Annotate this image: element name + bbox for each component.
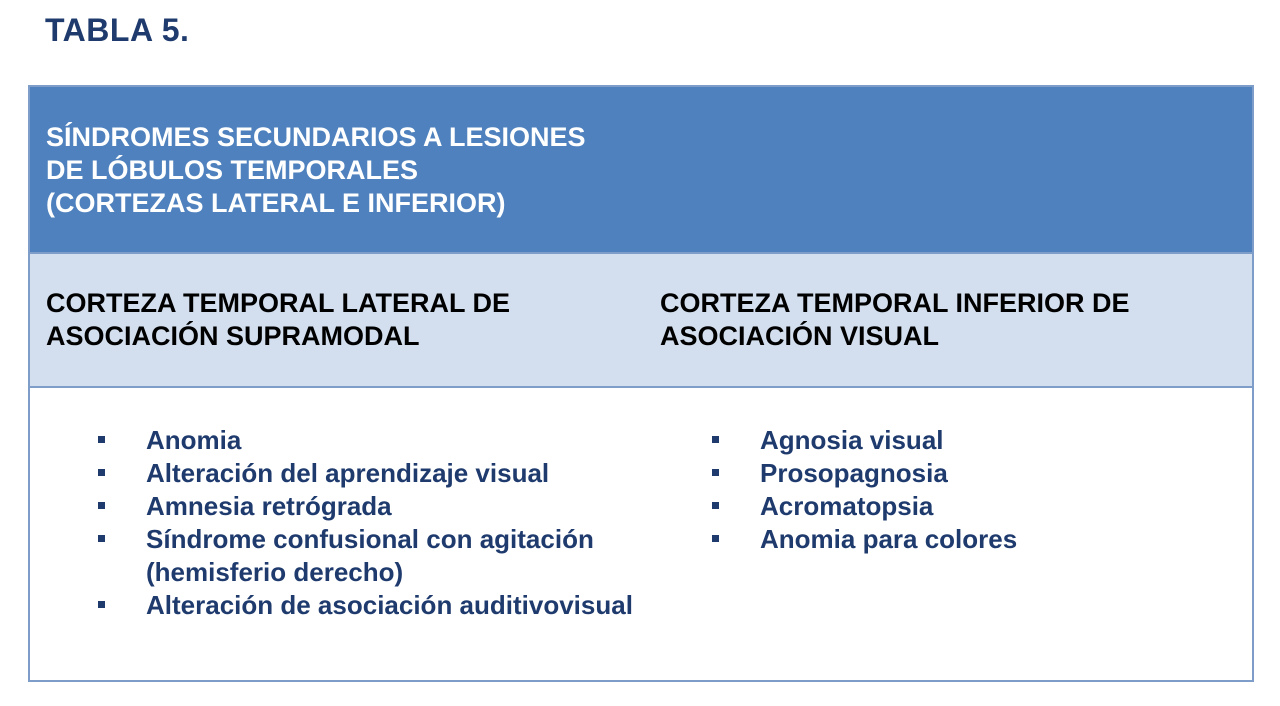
column-headings-row: [30, 254, 1252, 388]
inferior-cortex-heading: [660, 287, 1240, 353]
header-title-line-2: DE LÓBULOS TEMPORALES: [46, 155, 419, 185]
list-item: [712, 490, 1232, 523]
square-bullet-icon: [712, 436, 719, 443]
list-item-text: Agnosia visual: [760, 425, 944, 455]
inferior-heading-line-2: ASOCIACIÓN VISUAL: [660, 321, 940, 351]
list-item: [98, 589, 658, 622]
square-bullet-icon: [98, 535, 105, 542]
square-bullet-icon: [712, 535, 719, 542]
header-title-line-3: (CORTEZAS LATERAL E INFERIOR): [46, 188, 506, 218]
header-title-line-1: SÍNDROMES SECUNDARIOS A LESIONES: [46, 122, 586, 152]
lateral-cortex-heading: [46, 287, 626, 353]
inferior-heading-line-1: CORTEZA TEMPORAL INFERIOR DE: [660, 288, 1130, 318]
square-bullet-icon: [98, 601, 105, 608]
lateral-cortex-list: [98, 424, 658, 622]
list-item: [712, 457, 1232, 490]
lateral-heading-line-2: ASOCIACIÓN SUPRAMODAL: [46, 321, 420, 351]
syndromes-table: [28, 85, 1254, 682]
list-item: [98, 457, 658, 490]
list-item-text: Alteración del aprendizaje visual: [146, 458, 550, 488]
list-item-text: Anomia: [146, 425, 242, 455]
table-header: [30, 87, 1252, 254]
list-item-text: Alteración de asociación auditivovisual: [146, 590, 633, 620]
list-item-text: Síndrome confusional con agitación (hemisferio derecho): [146, 524, 594, 587]
page-title: TABLA 5.: [45, 12, 190, 48]
lateral-heading-line-1: CORTEZA TEMPORAL LATERAL DE: [46, 288, 510, 318]
list-item-text: Anomia para colores: [760, 524, 1018, 554]
square-bullet-icon: [712, 469, 719, 476]
square-bullet-icon: [712, 502, 719, 509]
list-item: [712, 523, 1232, 556]
list-item: [98, 490, 658, 523]
square-bullet-icon: [98, 469, 105, 476]
list-item: [712, 424, 1232, 457]
list-item-text: Amnesia retrógrada: [146, 491, 392, 521]
list-item-text: Prosopagnosia: [760, 458, 948, 488]
list-item-text: Acromatopsia: [760, 491, 934, 521]
table-body: [30, 388, 1252, 680]
list-item: [98, 523, 658, 589]
square-bullet-icon: [98, 436, 105, 443]
square-bullet-icon: [98, 502, 105, 509]
list-item: [98, 424, 658, 457]
table-header-title: [46, 121, 686, 220]
inferior-cortex-list: [712, 424, 1232, 556]
